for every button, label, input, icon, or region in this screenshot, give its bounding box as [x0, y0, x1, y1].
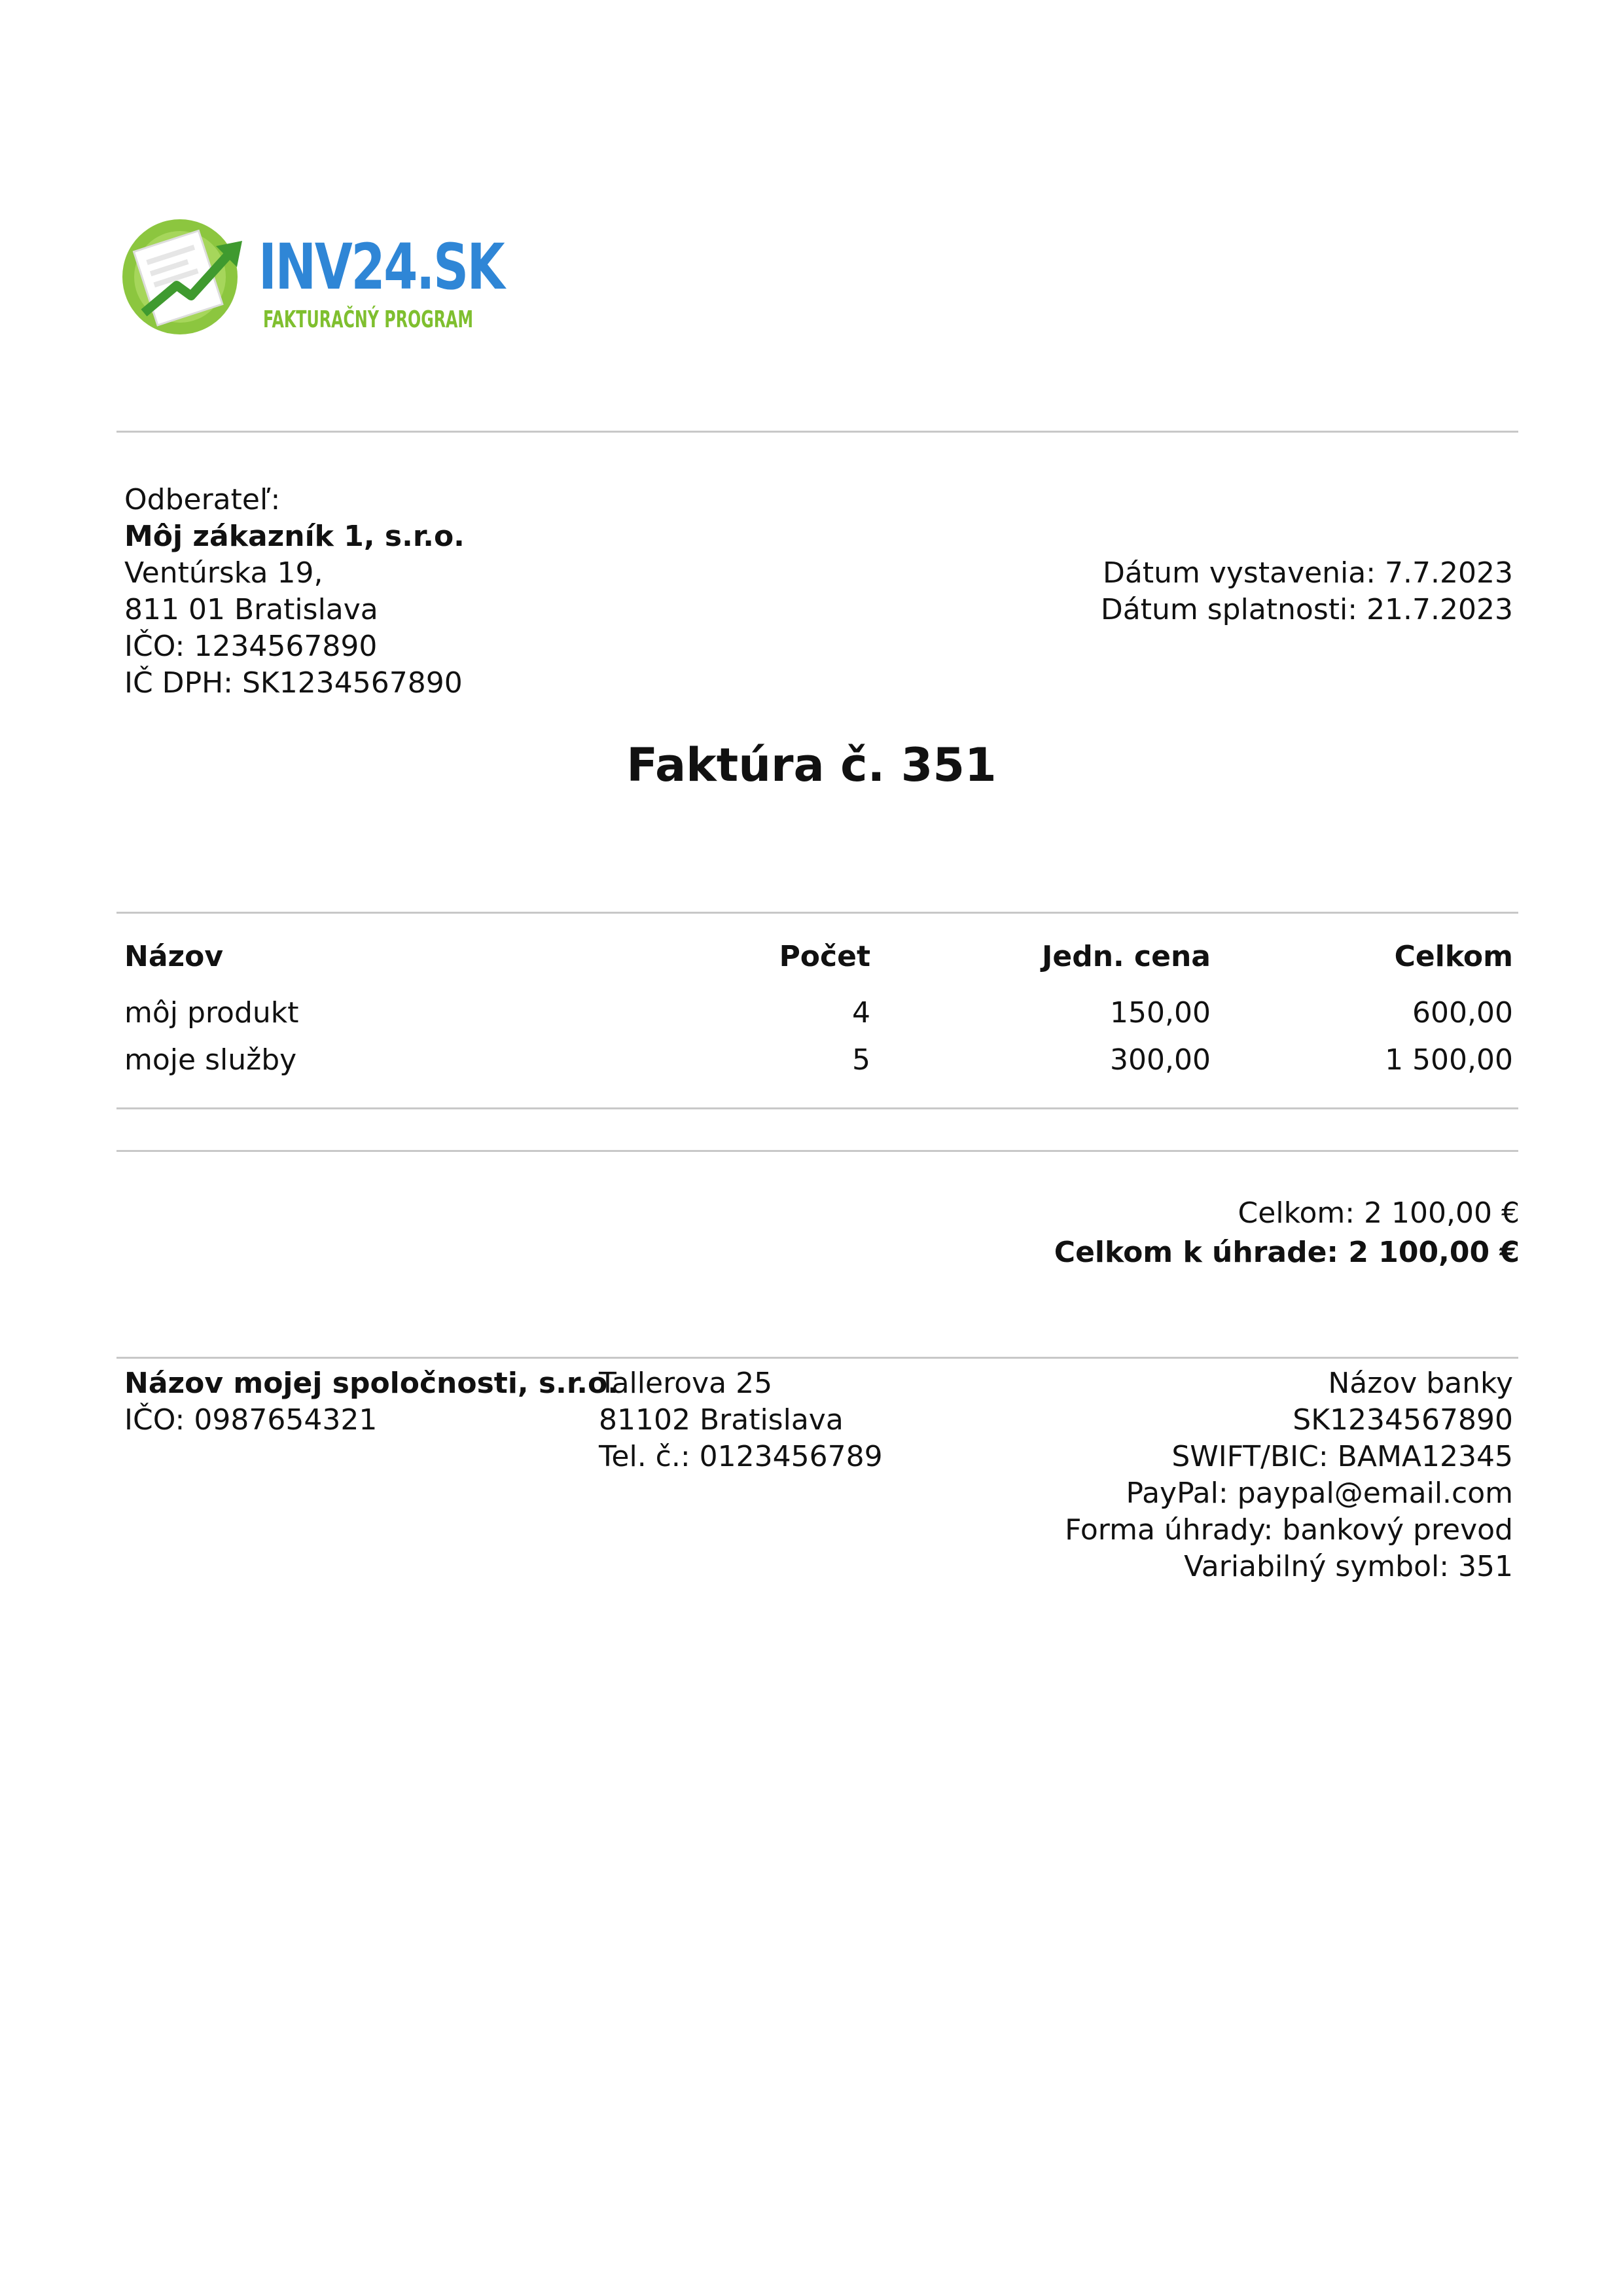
supplier-phone: Tel. č.: 0123456789 — [599, 1440, 883, 1473]
due-date: Dátum splatnosti: 21.7.2023 — [1100, 593, 1513, 626]
item-qty: 4 — [852, 996, 870, 1030]
col-header-name: Názov — [124, 940, 224, 973]
item-name: moje služby — [124, 1043, 297, 1077]
supplier-ico: IČO: 0987654321 — [124, 1403, 378, 1437]
header-divider — [116, 431, 1518, 433]
supplier-city: 81102 Bratislava — [599, 1403, 844, 1437]
customer-icdph: IČ DPH: SK1234567890 — [124, 666, 463, 700]
logo-brand-text: INV24.SK — [259, 230, 504, 304]
paypal: PayPal: paypal@email.com — [1126, 1477, 1513, 1510]
item-total: 1 500,00 — [1385, 1043, 1513, 1077]
table-row — [0, 995, 1623, 1042]
customer-name: Môj zákazník 1, s.r.o. — [124, 520, 465, 553]
table-header-row — [0, 939, 1623, 986]
invoice-title: Faktúra č. 351 — [626, 738, 997, 792]
item-unit-price: 300,00 — [1110, 1043, 1211, 1077]
table-top-divider — [116, 912, 1518, 914]
payment-form: Forma úhrady: bankový prevod — [1065, 1513, 1513, 1547]
supplier-street: Tallerova 25 — [599, 1367, 773, 1400]
table-bottom-divider — [116, 1107, 1518, 1109]
company-logo — [118, 208, 504, 346]
customer-street: Ventúrska 19, — [124, 556, 323, 590]
customer-ico: IČO: 1234567890 — [124, 630, 378, 663]
item-unit-price: 150,00 — [1110, 996, 1211, 1030]
col-header-total: Celkom — [1394, 940, 1513, 973]
customer-label: Odberateľ: — [124, 483, 281, 516]
bank-swift: SWIFT/BIC: BAMA12345 — [1171, 1440, 1513, 1473]
item-name: môj produkt — [124, 996, 299, 1030]
variable-symbol: Variabilný symbol: 351 — [1184, 1550, 1513, 1583]
logo-emblem-icon — [118, 208, 255, 346]
subtotal: Celkom: 2 100,00 € — [1238, 1196, 1520, 1230]
logo-tagline: FAKTURAČNÝ PROGRAM — [263, 306, 474, 333]
col-header-unit-price: Jedn. cena — [1041, 940, 1211, 973]
footer-divider — [116, 1357, 1518, 1359]
bank-iban: SK1234567890 — [1293, 1403, 1513, 1437]
total-to-pay: Celkom k úhrade: 2 100,00 € — [1054, 1236, 1520, 1269]
table-row — [0, 1042, 1623, 1089]
item-total: 600,00 — [1412, 996, 1513, 1030]
issue-date: Dátum vystavenia: 7.7.2023 — [1103, 556, 1513, 590]
totals-divider — [116, 1150, 1518, 1152]
customer-city: 811 01 Bratislava — [124, 593, 378, 626]
bank-name: Názov banky — [1328, 1367, 1513, 1400]
col-header-qty: Počet — [779, 940, 870, 973]
supplier-name: Názov mojej spoločnosti, s.r.o. — [124, 1367, 618, 1400]
item-qty: 5 — [852, 1043, 870, 1077]
